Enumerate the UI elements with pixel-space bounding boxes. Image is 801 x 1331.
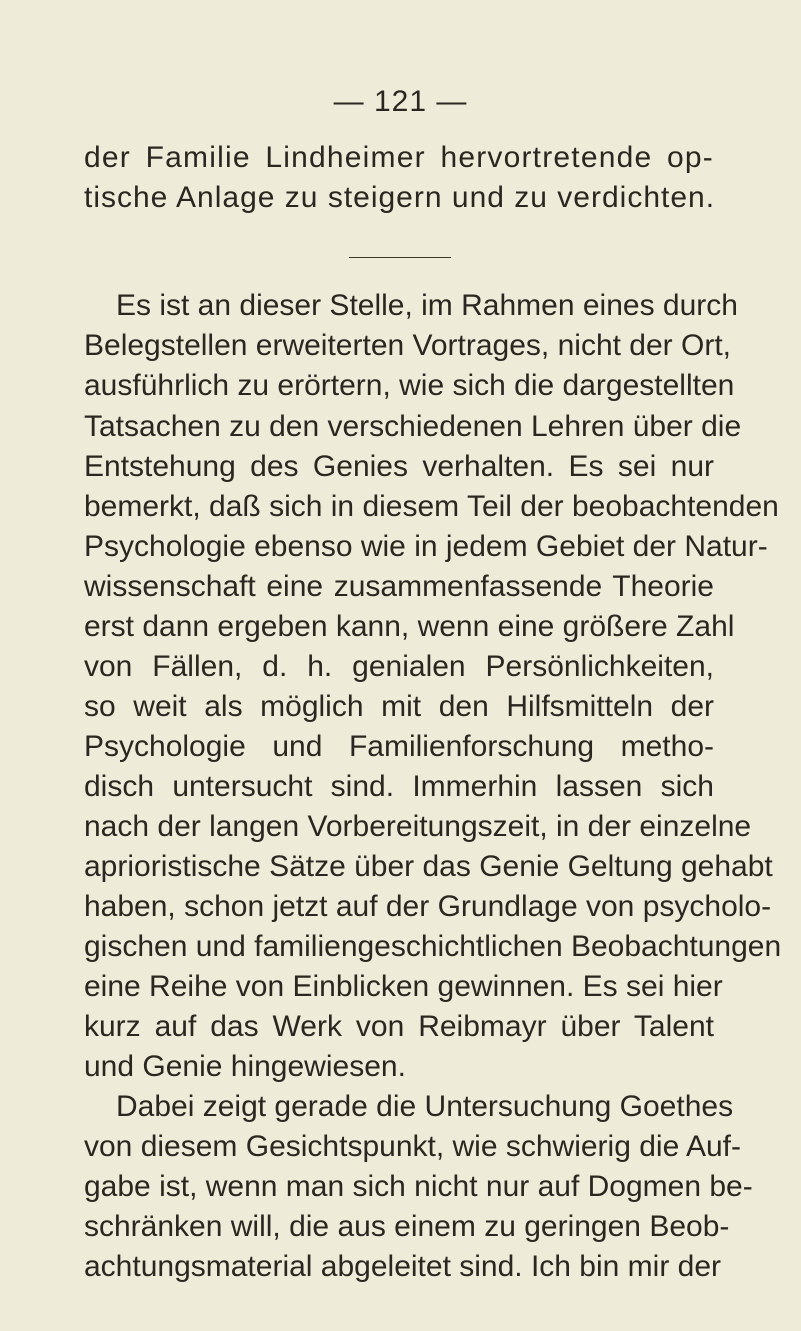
text-line: Psychologie und Familienforschung metho-: [84, 730, 714, 763]
paragraph-last-line: und Genie hingewiesen.: [84, 1050, 406, 1083]
text-line: Tatsachen zu den verschiedenen Lehren über die: [84, 410, 742, 443]
text-line: so weit als möglich mit den Hilfsmitteln der: [84, 690, 714, 723]
text-line: ausführlich zu erörtern, wie sich die dargestellten: [84, 369, 735, 402]
text-line: gischen und familiengeschichtlichen Beobachtungen: [84, 930, 782, 963]
text-line: disch untersucht sind. Immerhin lassen sich: [84, 770, 714, 803]
text-line: achtungsmaterial abgeleitet sind. Ich bin mir der: [84, 1250, 722, 1283]
paragraph-first-line: Es ist an dieser Stelle, im Rahmen eines durch: [116, 289, 738, 322]
text-line: Entstehung des Genies verhalten. Es sei nur: [84, 450, 714, 483]
text-line: bemerkt, daß sich in diesem Teil der beobachtenden: [84, 490, 779, 523]
text-line: nach der langen Vorbereitungszeit, in der einzelne: [84, 810, 752, 843]
text-line: wissenschaft eine zusammenfassende Theorie: [84, 570, 714, 603]
text-line: tische Anlage zu steigern und zu verdichten.: [84, 181, 716, 214]
page-number: — 121 —: [333, 85, 468, 118]
text-line: von Fällen, d. h. genialen Persönlichkeiten,: [84, 650, 714, 683]
text-line: der Familie Lindheimer hervortretende op-: [84, 141, 714, 174]
paragraph-first-line: Dabei zeigt gerade die Untersuchung Goethes: [116, 1090, 734, 1123]
text-line: gabe ist, wenn man sich nicht nur auf Dogmen be-: [84, 1170, 753, 1203]
text-line: haben, schon jetzt auf der Grundlage von psycholo-: [84, 890, 772, 923]
section-divider: [349, 257, 451, 258]
text-line: Psychologie ebenso wie in jedem Gebiet der Natur-: [84, 530, 768, 563]
text-line: Belegstellen erweiterten Vortrages, nicht der Ort,: [84, 329, 731, 362]
text-line: eine Reihe von Einblicken gewinnen. Es sei hier: [84, 970, 723, 1003]
text-line: erst dann ergeben kann, wenn eine größere Zahl: [84, 610, 735, 643]
text-line: von diesem Gesichtspunkt, wie schwierig die Auf-: [84, 1130, 741, 1163]
text-line: kurz auf das Werk von Reibmayr über Talent: [84, 1010, 714, 1043]
text-line: aprioristische Sätze über das Genie Geltung gehabt: [84, 850, 773, 883]
text-line: schränken will, die aus einem zu geringen Beob-: [84, 1210, 730, 1243]
